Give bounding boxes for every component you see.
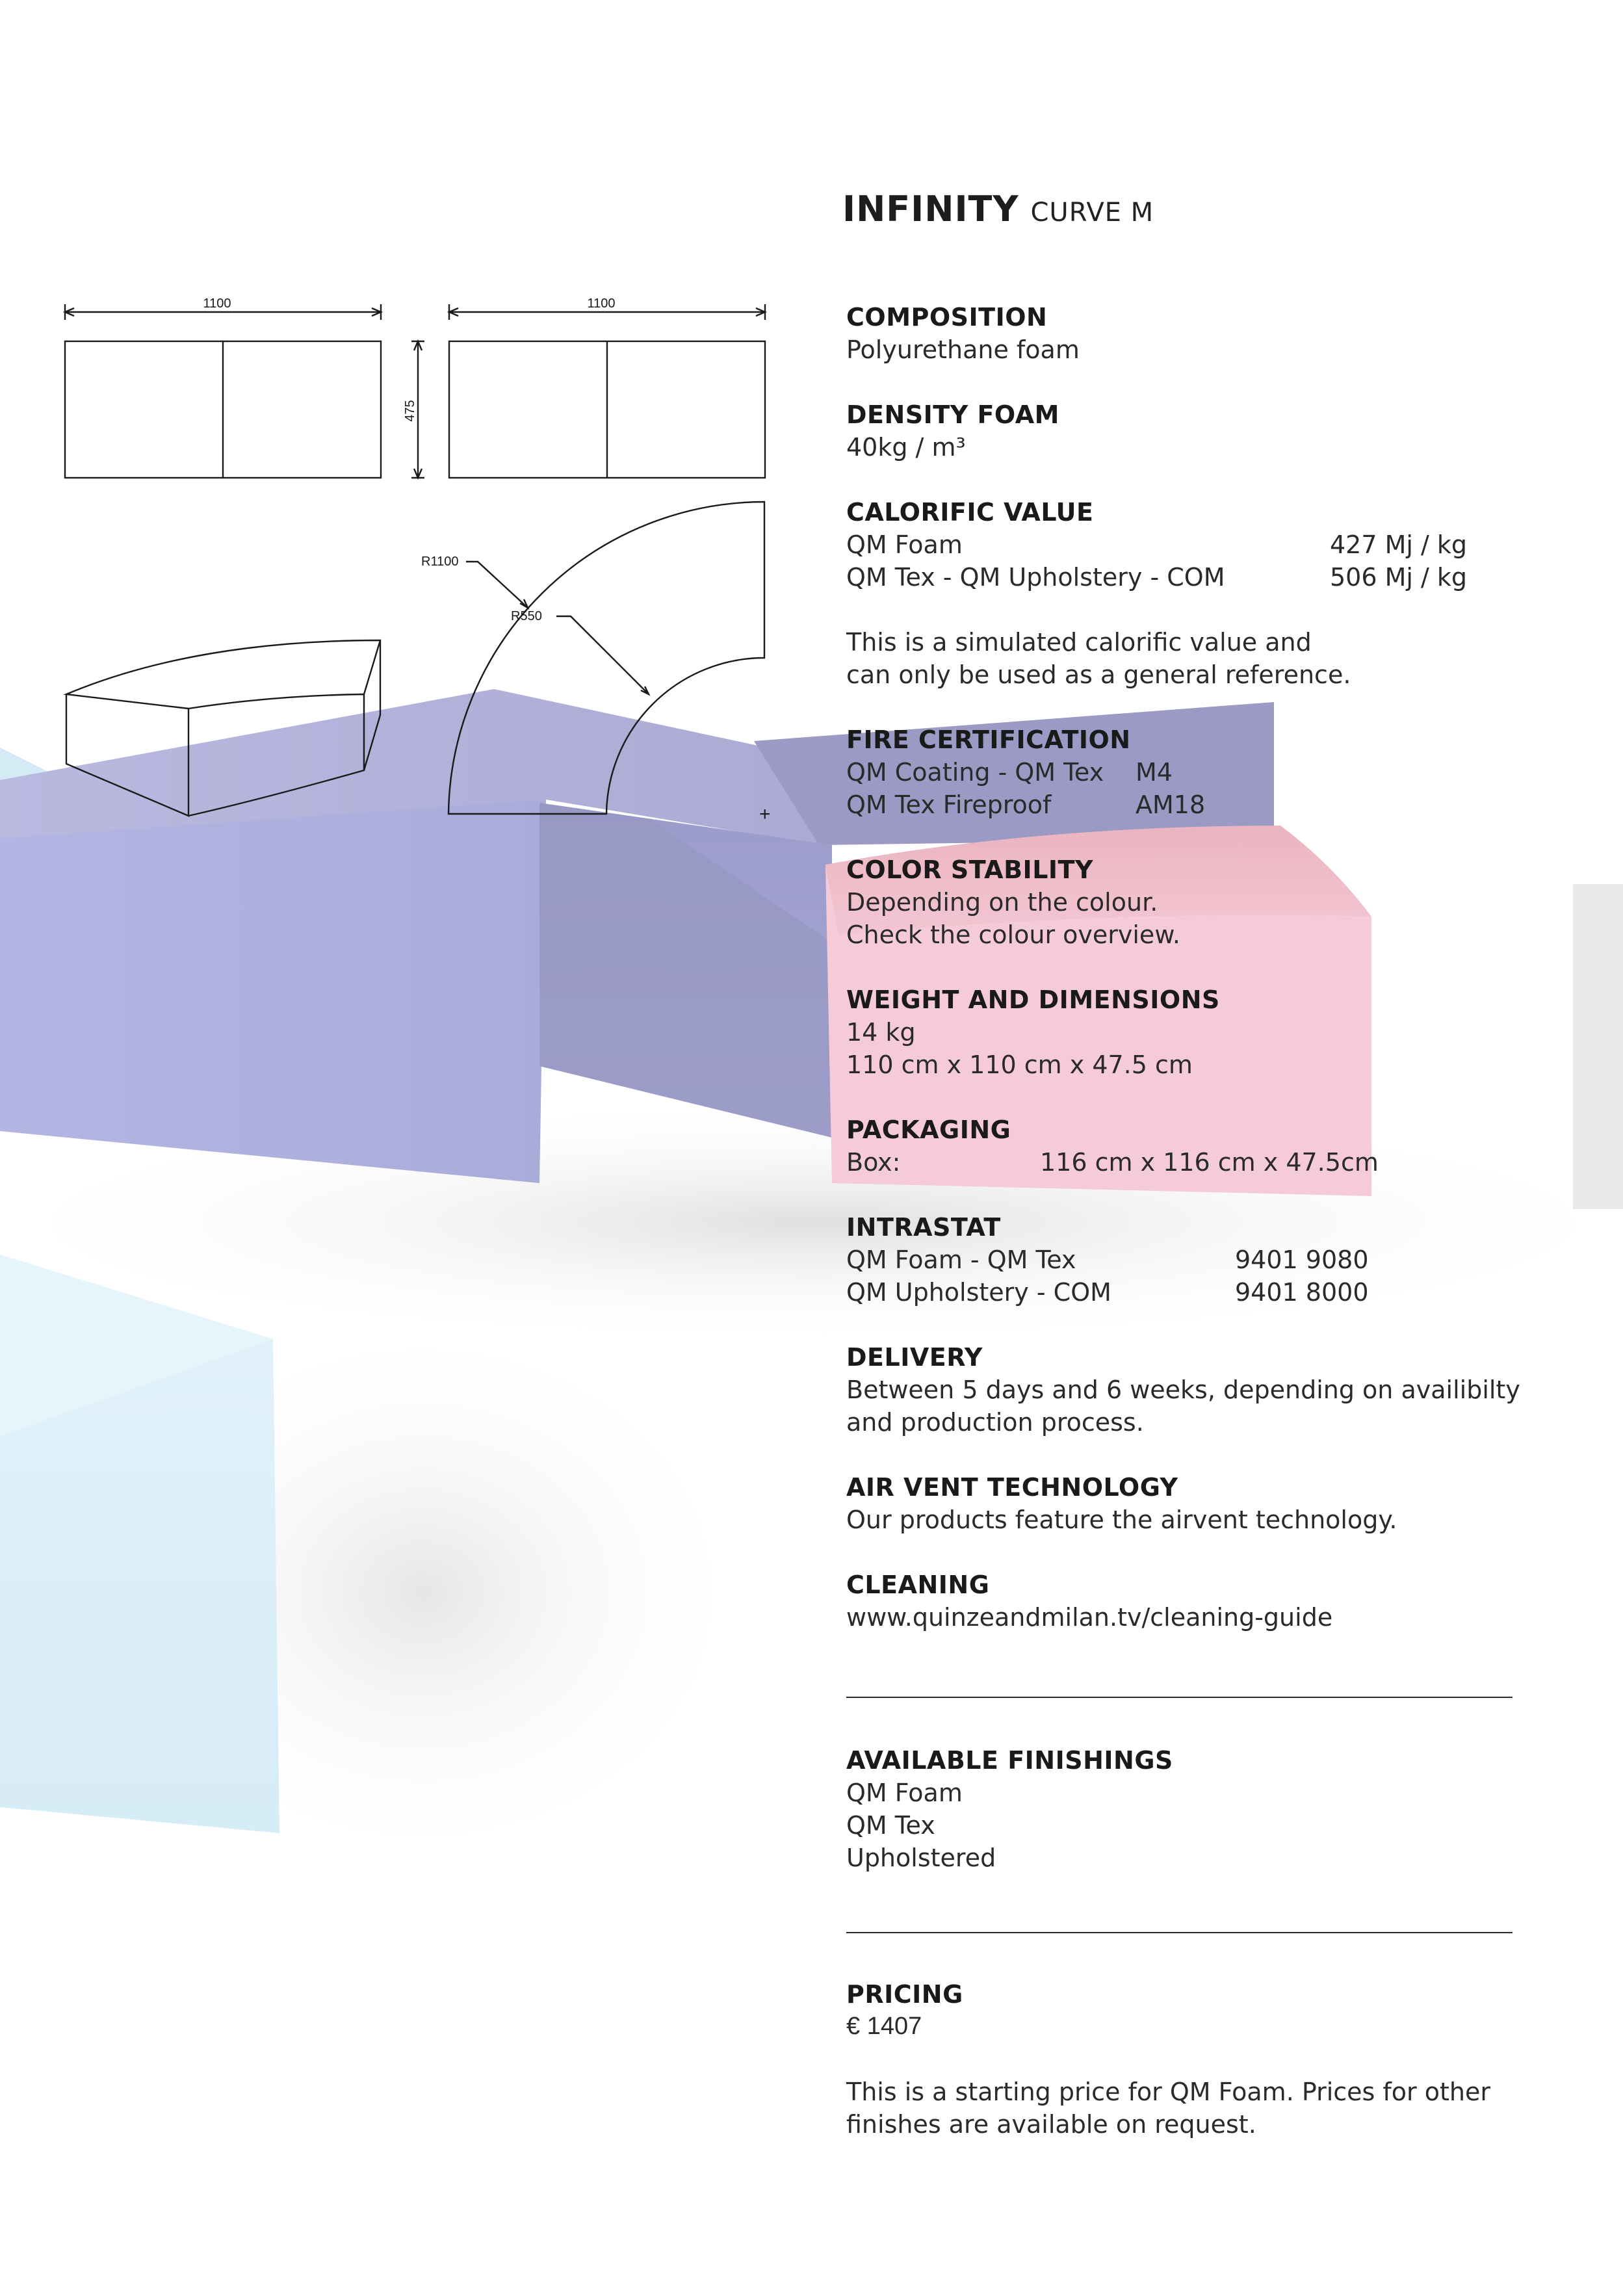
calorific-row-value: 427 Mj / kg xyxy=(1330,530,1468,559)
fire-row-value: M4 xyxy=(1136,758,1173,787)
composition-heading: COMPOSITION xyxy=(846,303,1048,332)
finishings-heading: AVAILABLE FINISHINGS xyxy=(846,1746,1173,1775)
divider xyxy=(846,1932,1513,1933)
product-name: INFINITY xyxy=(842,189,1019,229)
divider xyxy=(846,1697,1513,1698)
fire-row-value: AM18 xyxy=(1136,790,1206,819)
intrastat-row-value: 9401 9080 xyxy=(1235,1246,1369,1274)
page-title xyxy=(842,189,1154,229)
outer-radius-label: R1100 xyxy=(421,554,459,569)
side-width-label: 1100 xyxy=(587,296,616,311)
finishing-item: Upholstered xyxy=(846,1844,996,1872)
height-label: 475 xyxy=(403,400,417,422)
front-width-label: 1100 xyxy=(203,296,231,311)
calorific-row-label: QM Foam xyxy=(846,530,963,559)
density-text: 40kg / m³ xyxy=(846,433,966,462)
air-vent-text: Our products feature the airvent technology. xyxy=(846,1506,1397,1534)
top-view-outline xyxy=(448,502,764,814)
packaging-heading: PACKAGING xyxy=(846,1115,1011,1144)
density-heading: DENSITY FOAM xyxy=(846,400,1059,429)
pricing-heading: PRICING xyxy=(846,1980,963,2009)
delivery-heading: DELIVERY xyxy=(846,1343,983,1372)
calorific-heading: CALORIFIC VALUE xyxy=(846,498,1094,527)
intrastat-row-label: QM Foam - QM Tex xyxy=(846,1246,1076,1274)
calorific-note: can only be used as a general reference. xyxy=(846,660,1351,689)
finishing-item: QM Foam xyxy=(846,1779,963,1807)
color-stability-text: Depending on the colour. xyxy=(846,888,1158,917)
fire-row-label: QM Coating - QM Tex xyxy=(846,758,1104,787)
fire-row-label: QM Tex Fireproof xyxy=(846,790,1052,819)
finishing-item: QM Tex xyxy=(846,1811,935,1840)
product-variant: CURVE M xyxy=(1030,198,1154,228)
color-stability-text: Check the colour overview. xyxy=(846,920,1180,949)
calorific-note: This is a simulated calorific value and xyxy=(846,628,1312,657)
inner-radius-label: R550 xyxy=(511,609,542,623)
price-value: € 1407 xyxy=(846,2013,922,2040)
air-vent-heading: AIR VENT TECHNOLOGY xyxy=(846,1473,1178,1502)
cleaning-heading: CLEANING xyxy=(846,1571,990,1599)
calorific-row-label: QM Tex - QM Upholstery - COM xyxy=(846,563,1225,592)
calorific-row-value: 506 Mj / kg xyxy=(1330,563,1468,592)
intrastat-row-value: 9401 8000 xyxy=(1235,1278,1369,1307)
pricing-note: This is a starting price for QM Foam. Prices for other xyxy=(846,2078,1490,2106)
intrastat-heading: INTRASTAT xyxy=(846,1213,1001,1242)
center-mark: + xyxy=(759,803,771,825)
radius-leader-outer xyxy=(466,562,528,608)
packaging-label: Box: xyxy=(846,1148,901,1177)
perspective-view-outline xyxy=(66,640,380,816)
intrastat-row-label: QM Upholstery - COM xyxy=(846,1278,1111,1307)
composition-text: Polyurethane foam xyxy=(846,335,1080,364)
cleaning-link[interactable]: www.quinzeandmilan.tv/cleaning-guide xyxy=(846,1603,1333,1632)
weight-text: 14 kg xyxy=(846,1018,916,1047)
delivery-text: Between 5 days and 6 weeks, depending on availibilty xyxy=(846,1376,1520,1404)
radius-leader-inner xyxy=(556,616,649,694)
color-stability-heading: COLOR STABILITY xyxy=(846,855,1093,884)
fire-heading: FIRE CERTIFICATION xyxy=(846,725,1131,754)
pricing-note: finishes are available on request. xyxy=(846,2110,1256,2139)
weight-heading: WEIGHT AND DIMENSIONS xyxy=(846,985,1220,1014)
delivery-text: and production process. xyxy=(846,1408,1144,1437)
packaging-value: 116 cm x 116 cm x 47.5cm xyxy=(1040,1148,1379,1177)
dimensions-text: 110 cm x 110 cm x 47.5 cm xyxy=(846,1050,1193,1079)
